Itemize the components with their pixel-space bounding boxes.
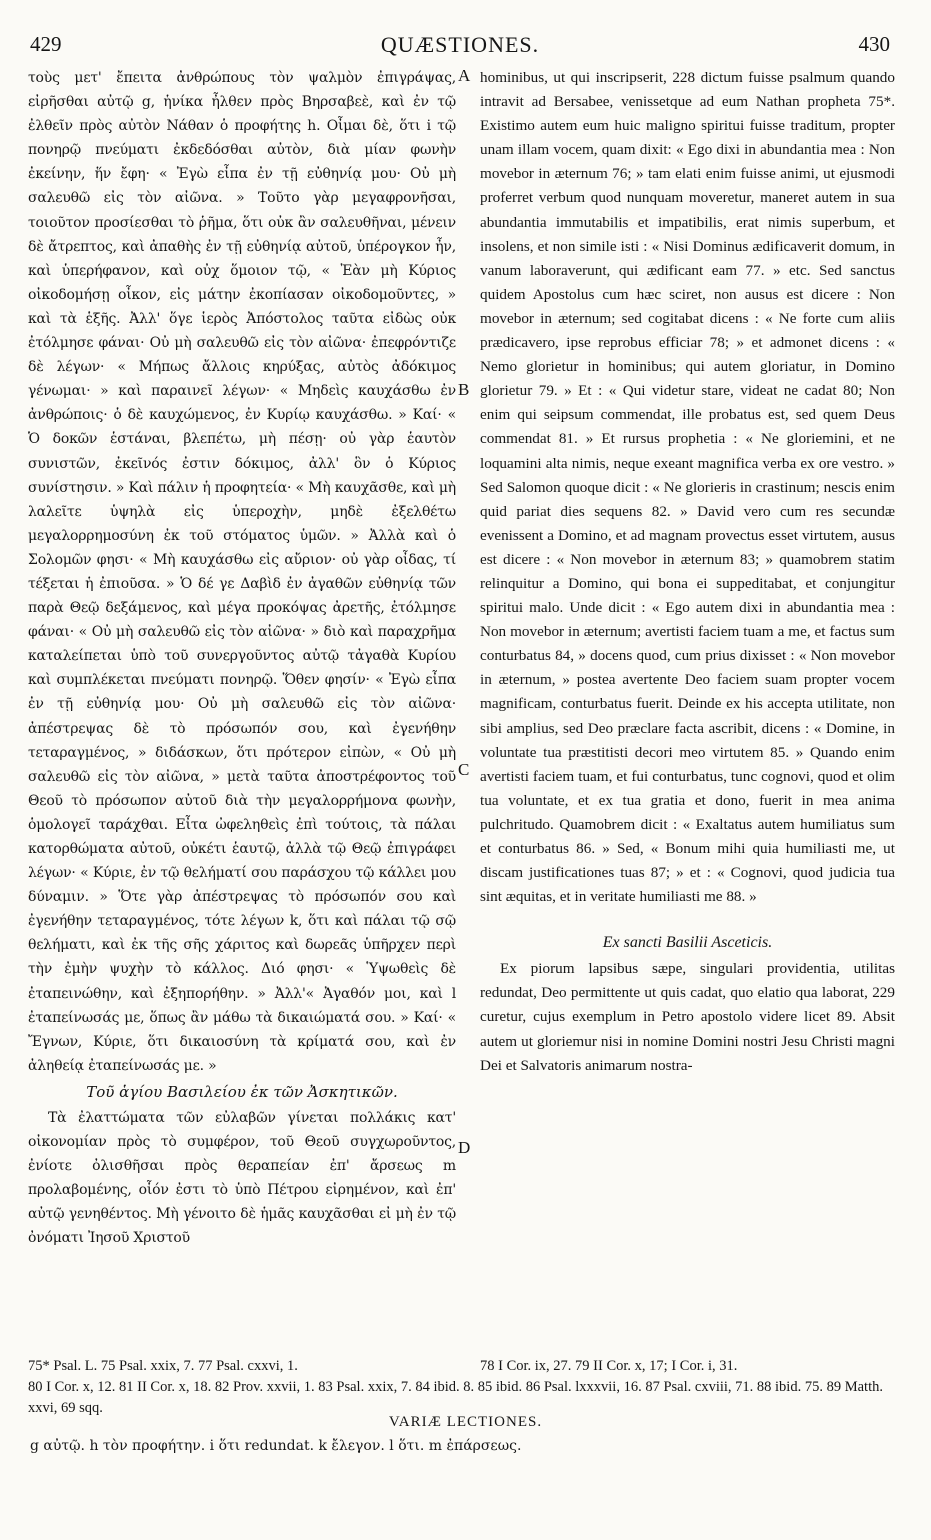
page-header	[30, 28, 890, 64]
greek-column	[28, 66, 456, 1251]
footnotes-line-2: 80 I Cor. x, 12. 81 II Cor. x, 18. 82 Prov. xxvii, 1. 83 Psal. xxix, 7. 84 ibid. 8. 85 ibid. 86 Psal. lxxxvii, 16. 87 Psal. cxviii, 71. 88 ibid. 75. 89 Matth. xxvi, 69 sqq.	[28, 1379, 883, 1416]
page-number-left: 429	[30, 32, 62, 56]
greek-paragraph-2: Τὰ ἐλαττώματα τῶν εὐλαβῶν γίνεται πολλάκις κατ' οἰκονομίαν πρὸς τὸ συμφέρον, τοῦ Θεοῦ συγχωροῦντος, ἐνίοτε ὀλισθῆσαι πρὸς θεραπείαν ἐπ' ἄρσεως m προλαβομένης, οἷόν ἐστι τὸ ὑπὸ Πέτρου εἰρημένον, καὶ ἐπ' αὐτῷ γενηθέντος. Μὴ γένοιτο δὲ ἡμᾶς καυχᾶσθαι εἰ μὴ ἐν τῷ ὀνόματι Ἰησοῦ Χριστοῦ	[28, 1109, 456, 1247]
latin-paragraph-1: hominibus, ut qui inscripserit, 228 dictum fuisse psalmum quando intravit ad Bersabee, venissetque ad eum Nathan propheta 75*. Existimo autem eum huic maligno spiritui fuisse traditum, propter unam illam vocem, quam dixit: « Ego dixi in abundantia mea : Non movebor in æternum 76; » tam elati enim fuisse animi, ut ejusmodi proferret verbum quod nunquam moveretur, maneret autem in sua abundantia immutabilis et impatibilis, erat nimis superbum, et insolens, et non simile isti : « Nisi Dominus ædificaverit domum, in vanum laboraverunt, qui ædificant eam 77. » etc. Sed sanctus quidem Apostolus cum hæc sciret, non ausus est dicere : Non movebor in æternum; sed cogitabat dicens : « Ne forte cum aliis prædicavero, ipse reprobus efficiar 78; » et admonet dicens : « Nemo glorietur in hominibus; qui autem gloriatur, in Domino glorietur 79. » Et : « Qui videtur stare, videat ne cadat 80; Non enim qui seipsum commendat, ille probatus est, sed quem Deus commendat 81. » Et rursus prophetia : « Ne gloriemini, et ne loquamini alta nimis, neque exeant magnifica verba ex ore vestro. » Sed Salomon quoque dicit : « Ne glorieris in crastinum; nescis enim quid pariat dies sequens 82. » David vero cum res secundæ evenissent a Domino, et ad magnam provectus esset virtutem, ausus est dicere : « Non movebor in æternum 83; » quamobrem statim relinquitur a Domino, qui bona ei suppeditabat, et conjungitur spiritui malo. Unde dicit : « Ego autem dixi in abundantia mea : Non movebor in æternum; avertisti faciem tuam a me, et factus sum conturbatus 84, » docens quod, cum prius dixisset : « Non movebor in æternum, » postea avertente Deo faciem suam propter vocem magnificam, conturbatus fuerit. Deinde ex his accepta utilitate, non sibi amplius, sed Deo præclare facta ascribit, dicens : « Domine, in voluntate tua præstitisti decori meo virtutem 85. » Quando enim avertisti faciem tuam, et fui conturbatus, tunc cognovi, quod et olim tua voluntate, et ex tua gratia et dono, fuerit in mea anima pulchritudo. Quamobrem dicit : « Exaltatus autem humiliatus sum et conturbatus 86. » Sed, « Bonum mihi quia humiliasti me, ut discam justificationes tuas 87; » et : « Cognovi, quod judicia tua sint æquitas, et in veritate humiliasti me 88. »	[480, 69, 895, 906]
margin-letter-a: A	[458, 66, 471, 85]
margin-letter-d: D	[458, 1138, 471, 1157]
margin-letter-b: B	[458, 380, 470, 399]
latin-paragraph-2: Ex piorum lapsibus sæpe, singulari providentia, utilitas redundat, Deo permittente ut quis cadat, quo elatio qua laborat, 229 curetur, cujus exemplum in Petro apostolo videre licet 89. Absit autem ut gloriemur nisi in nomine Domini nostri Jesu Christi magni Dei et Salvatoris animarum nostra-	[480, 960, 895, 1074]
margin-letter-c: C	[458, 760, 470, 779]
footnotes-line-1-left: 75* Psal. L. 75 Psal. xxix, 7. 77 Psal. cxxvi, 1.	[28, 1358, 298, 1374]
greek-paragraph-1: τοὺς μετ' ἔπειτα ἀνθρώπους τὸν ψαλμὸν ἐπιγράψας, εἰρῆσθαι αὐτῷ g, ἡνίκα ἦλθεν πρὸς Βηρσαβεὲ, καὶ ἐν τῷ ἐλθεῖν πρὸς αὐτὸν Νάθαν ὁ προφήτης h. Οἶμαι δὲ, ὅτι i τῷ πονηρῷ πνεύματι ἐκδεδόσθαι αὐτὸν, διὰ μίαν φωνὴν ἐκείνην, ἥν ἔφη· « Ἐγὼ εἶπα ἐν τῇ εὐθηνίᾳ μου· Οὐ μὴ σαλευθῶ εἰς τὸν αἰῶνα. » Τοῦτο γὰρ μεγαφρονῆσαι, τοιοῦτον προσίεσθαι τὸ ῥῆμα, ὅτι οὐκ ἂν σαλευθῆναι, μένειν δὲ ἄτρεπτος, καὶ ἀπαθὴς ἐν τῇ εὐθηνίᾳ αὐτοῦ, ὑπέρογκον ἦν, καὶ ὑπερήφανον, καὶ οὐχ ὅμοιον τῷ, « Ἐὰν μὴ Κύριος οἰκοδομήσῃ οἶκον, εἰς μάτην ἐκοπίασαν οἰκοδομοῦντες, » καὶ τὰ ἑξῆς. Ἀλλ' ὅγε ἱερὸς Ἀπόστολος ταῦτα εἰδὼς οὐκ ἐτόλμησε φάναι· Οὐ μὴ σαλευθῶ εἰς τὸν αἰῶνα· ἐπεφρόντιζε δὲ λέγων· « Μήπως ἄλλοις κηρύξας, αὐτὸς ἀδόκιμος γένωμαι· » καὶ παραινεῖ λέγων· « Μηδεὶς καυχάσθω ἐν ἀνθρώποις· ὁ δὲ καυχώμενος, ἐν Κυρίῳ καυχάσθω. » Καί· « Ὁ δοκῶν ἑστάναι, βλεπέτω, μὴ πέσῃ· οὐ γὰρ ἑαυτὸν συνιστῶν, ἐκεῖνός ἐστιν δόκιμος, ἀλλ' ὃν ὁ Κύριος συνίστησιν. » Καὶ πάλιν ἡ προφητεία· « Μὴ καυχᾶσθε, καὶ μὴ λαλεῖτε ὑψηλὰ εἰς ὑπεροχὴν, μηδὲ ἐξελθέτω μεγαλορρημοσύνη ἐκ τοῦ στόματος ὑμῶν. » Ἀλλὰ καὶ ὁ Σολομῶν φησι· « Μὴ καυχάσθω εἰς αὔριον· οὐ γὰρ οἶδας, τί τέξεται ἡ ἐπιοῦσα. » Ὁ δέ γε Δαβὶδ ἐν ἀγαθῶν εὐθηνίᾳ τῶν παρὰ Θεῷ δεξάμενος, καὶ μέγα προκόψας ἀρετῆς, ἐτόλμησε φάναι· « Οὐ μὴ σαλευθῶ εἰς τὸν αἰῶνα· » διὸ καὶ παραχρῆμα καταλείπεται ὑπὸ τοῦ συνεργοῦντος αὐτῷ τἀγαθὰ Κυρίου καὶ συμπλέκεται πνεύματι πονηρῷ. Ὅθεν φησίν· « Ἐγὼ εἶπα ἐν τῇ εὐθηνίᾳ μου· Οὐ μὴ σαλευθῶ εἰς τὸν αἰῶνα· ἀπέστρεψας δὲ τὸ πρόσωπόν σου, καὶ ἐγενήθην τεταραγμένος, » διδάσκων, ὅτι πρότερον εἰπὼν, « Οὐ μὴ σαλευθῶ εἰς τὸν αἰῶνα, » μετὰ ταῦτα ἀποστρέφοντος τοῦ Θεοῦ τὸ πρόσωπον αὐτοῦ διὰ τὴν μεγαλορρήμονα φωνὴν, ὁμολογεῖ ταράχθαι. Εἶτα ὠφεληθεὶς ἐπὶ τούτοις, τὰ πάλαι κατορθώματα αὐτοῦ, οὐκέτι ἑαυτῷ, ἀλλὰ τῷ Θεῷ ἐπιγράφει λέγων· « Κύριε, ἐν τῷ θελήματί σου παράσχου τῷ κάλλει μου δύναμιν. » Ὅτε γὰρ ἀπέστρεψας τὸ πρόσωπόν σου καὶ ἐγενήθην τεταραγμένος, τότε λέγων k, ὅτι καὶ πάλαι τῷ σῷ θελήματι, καὶ ἐκ τῆς σῆς χάριτος καὶ δωρεᾶς ὑπῆρχεν περὶ τὴν ἐμὴν ψυχὴν τὸ κάλλος. Διό φησι· « Ὑψωθεὶς δὲ ἐταπεινώθην, καὶ ἐξηπορήθην. » Ἀλλ'« Ἀγαθόν μοι, καὶ l ἐταπείνωσάς με, ὅπως ἂν μάθω τὰ δικαιώματά σου. » Καί· « Ἔγνων, Κύριε, ὅτι δικαιοσύνη τὰ κρίματά σου, καὶ ἐν ἀληθείᾳ ἐταπείνωσάς με. »	[28, 70, 456, 1074]
latin-section-heading: Ex sancti Basilii Asceticis.	[602, 934, 773, 952]
latin-column	[480, 66, 895, 1078]
variae-lectiones-title: VARIÆ LECTIONES.	[388, 1414, 543, 1430]
footnotes-line-1-right: 78 I Cor. ix, 27. 79 II Cor. x, 17; I Cor. i, 31.	[480, 1358, 738, 1374]
greek-section-heading: Τοῦ ἁγίου Βασιλείου ἐκ τῶν Ἀσκητικῶν.	[86, 1082, 398, 1101]
variae-lectiones-list: g αὐτῷ. h τὸν προφήτην. i ὅτι redundat. k ἔλεγον. l ὅτι. m ἐπάρσεως.	[30, 1438, 522, 1454]
running-title: QUÆSTIONES.	[380, 32, 540, 57]
page-number-right: 430	[858, 32, 890, 56]
